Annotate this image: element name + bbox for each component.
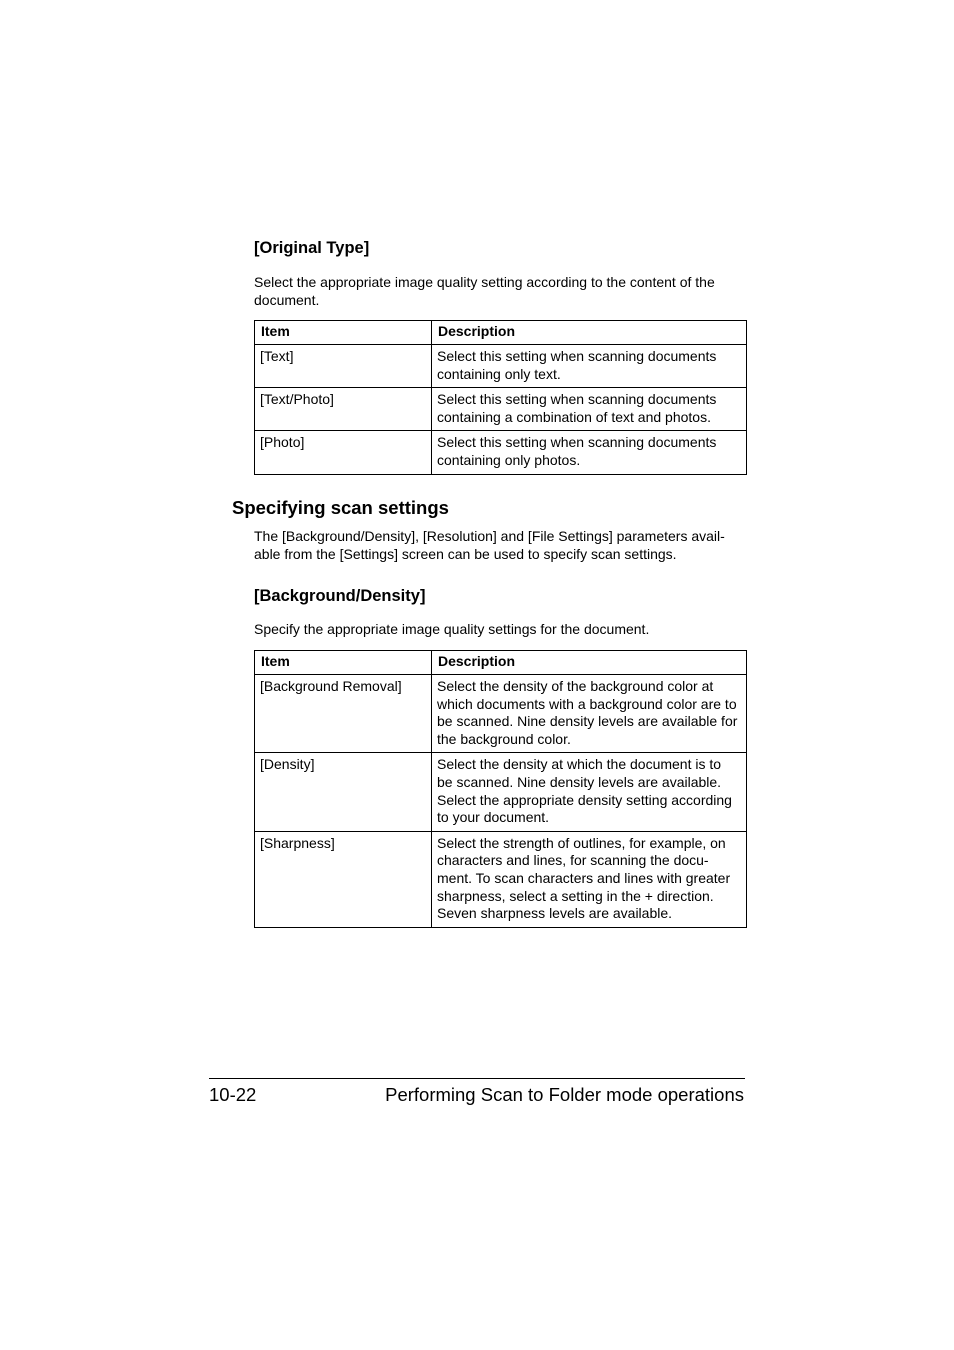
description-cell: Select the density of the background color at which documents with a background color are to be scanned. Nine density levels are available for the background color. xyxy=(432,675,747,753)
column-header-description: Description xyxy=(432,321,747,345)
description-cell: Select the strength of outlines, for example, on characters and lines, for scanning the docu- ment. To scan characters and lines with greater sharpness, select a setting in the + direction. Seven sharpness levels are available. xyxy=(432,831,747,927)
description-cell: Select this setting when scanning documents containing only text. xyxy=(432,345,747,388)
background-density-heading: [Background/Density] xyxy=(254,587,426,605)
table-row xyxy=(255,431,747,474)
table-row xyxy=(255,753,747,831)
description-cell: Select the density at which the document is to be scanned. Nine density levels are available. Select the appropriate density setting according to your document. xyxy=(432,753,747,831)
item-cell: [Density] xyxy=(255,753,432,831)
scan-settings-heading: Specifying scan settings xyxy=(232,497,449,518)
table-row xyxy=(255,675,747,753)
table-row xyxy=(255,388,747,431)
item-cell: [Text] xyxy=(255,345,432,388)
scan-settings-intro: The [Background/Density], [Resolution] and [File Settings] parameters avail- able from the [Settings] screen can be used to specify scan settings. xyxy=(254,528,725,562)
item-cell: [Text/Photo] xyxy=(255,388,432,431)
page-number: 10-22 xyxy=(209,1084,257,1105)
item-cell: [Sharpness] xyxy=(255,831,432,927)
footer-rule xyxy=(209,1078,745,1079)
column-header-item: Item xyxy=(255,651,432,675)
table-header-row xyxy=(255,651,747,675)
background-density-intro: Specify the appropriate image quality settings for the document. xyxy=(254,621,650,637)
table-row xyxy=(255,831,747,927)
description-cell: Select this setting when scanning documents containing a combination of text and photos. xyxy=(432,388,747,431)
background-density-table xyxy=(254,650,747,928)
chapter-title: Performing Scan to Folder mode operations xyxy=(385,1084,744,1105)
original-type-intro: Select the appropriate image quality setting according to the content of the document. xyxy=(254,274,715,308)
description-cell: Select this setting when scanning documents containing only photos. xyxy=(432,431,747,474)
original-type-table xyxy=(254,320,747,475)
column-header-description: Description xyxy=(432,651,747,675)
column-header-item: Item xyxy=(255,321,432,345)
table-header-row xyxy=(255,321,747,345)
original-type-heading: [Original Type] xyxy=(254,239,370,257)
item-cell: [Background Removal] xyxy=(255,675,432,753)
table-row xyxy=(255,345,747,388)
item-cell: [Photo] xyxy=(255,431,432,474)
